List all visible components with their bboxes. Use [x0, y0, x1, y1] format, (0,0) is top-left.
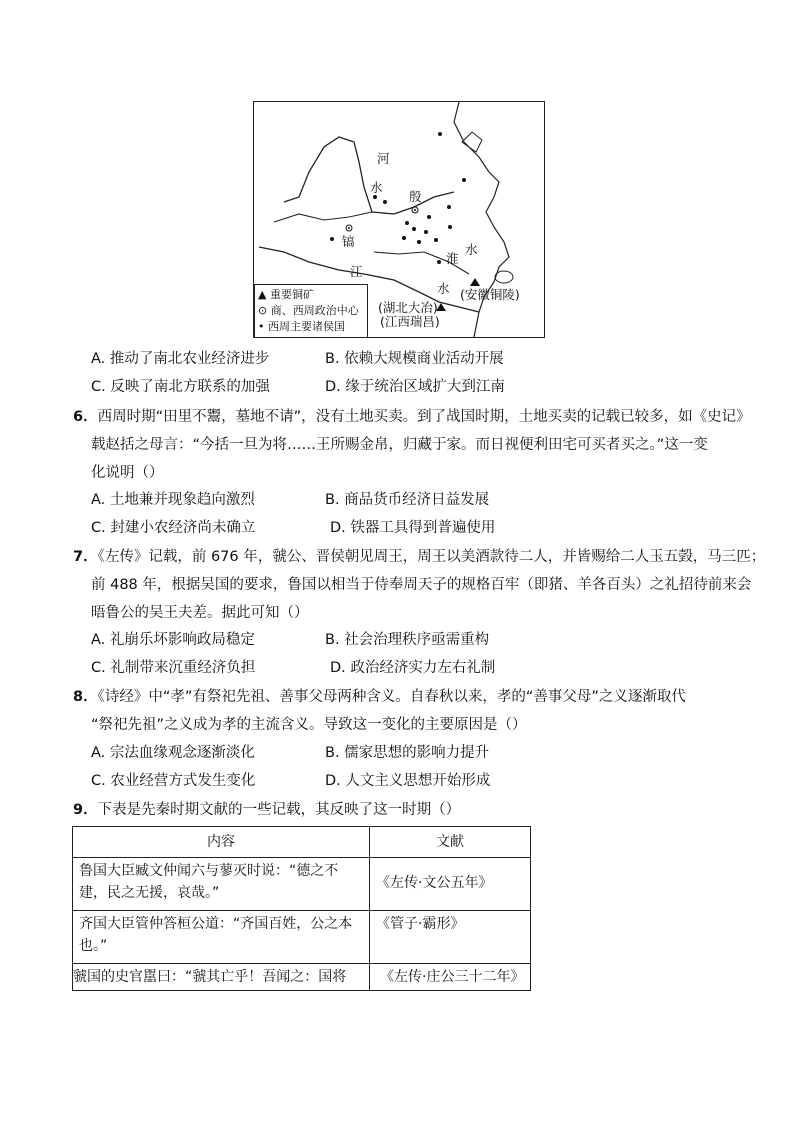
q7-number: 7．	[73, 549, 98, 565]
q6-option-c: C. 封建小农经济尚未确立	[91, 520, 256, 536]
table-header-content: 内容	[73, 827, 370, 858]
table-cell-content: 鲁国大臣臧文仲闻六与蓼灭时说：“德之不建，民之无援，哀哉。”	[73, 858, 370, 911]
q5-option-a: A. 推动了南北农业经济进步	[91, 351, 270, 367]
q6-stem-line-2: 载赵括之母言：“今括一旦为将……王所赐金帛，归藏于家。而日视便利田宅可买者买之。”这一变	[91, 437, 708, 453]
q5-option-d: D. 缘于统治区域扩大到江南	[325, 379, 505, 395]
map-label-shui2: 水	[465, 242, 478, 257]
q7-stem-line-3: 晤鲁公的吴王夫差。据此可知（）	[91, 605, 309, 621]
q7-option-c: C. 礼制带来沉重经济负担	[91, 660, 256, 676]
dot-icon: •	[258, 320, 265, 333]
map-label-yin: 殷	[409, 189, 422, 204]
q6-number: 6．	[73, 409, 98, 425]
q8-stem-line-1: 8．《诗经》中“孝”有祭祀先祖、善事父母两种含义。自春秋以来，孝的“善事父母”之义逐渐取代	[73, 689, 686, 705]
q6-option-a: A. 土地兼并现象趋向激烈	[91, 492, 255, 508]
q8-option-d: D. 人文主义思想开始形成	[325, 773, 491, 789]
q7-option-b: B. 社会治理秩序亟需重构	[325, 632, 490, 648]
table-cell-source: 《管子·霸形》	[370, 911, 531, 964]
map-label-daye: (湖北大冶)	[378, 300, 438, 315]
map-label-he: 河	[377, 151, 390, 166]
circle-dot-icon: ⊙	[258, 304, 268, 317]
legend-item-state: • 西周主要诸侯国	[258, 320, 345, 333]
triangle-icon: ▲	[258, 288, 267, 301]
table-cell-content: 齐国大臣管仲答桓公道：“齐国百姓，公之本也。”	[73, 911, 370, 964]
q8-number: 8．	[73, 689, 98, 705]
map-label-hao: 镐	[342, 234, 355, 249]
q9-number: 9．	[73, 802, 98, 818]
table-cell-source: 《左传·庄公三十二年》	[370, 964, 531, 991]
q9-table	[72, 826, 531, 991]
map-legend	[254, 284, 368, 338]
map-label-huai: 淮	[446, 251, 459, 266]
q7-stem-line-1: 7．《左传》记载，前 676 年，虢公、晋侯朝见周王，周王以美酒款待二人，并皆赐给二人玉五瑴，马三匹；	[73, 549, 766, 565]
q8-option-b: B. 儒家思想的影响力提升	[325, 745, 490, 761]
q5-option-c: C. 反映了南北方联系的加强	[91, 379, 270, 395]
q6-option-d: D. 铁器工具得到普遍使用	[330, 520, 496, 536]
q7-option-d: D. 政治经济实力左右礼制	[330, 660, 496, 676]
map-label-shui3: 水	[437, 281, 450, 296]
q8-option-a: A. 宗法血缘观念逐渐淡化	[91, 745, 255, 761]
table-header-source: 文献	[370, 827, 531, 858]
q9-stem-line-1: 9．下表是先秦时期文献的一些记载，其反映了这一时期（）	[73, 802, 461, 818]
q6-stem-line-3: 化说明（）	[91, 465, 164, 481]
q7-option-a: A. 礼崩乐坏影响政局稳定	[91, 632, 255, 648]
map-figure	[253, 101, 545, 338]
map-label-ruichang: (江西瑞昌)	[380, 314, 440, 329]
q6-stem-line-1: 6．西周时期“田里不鬻，墓地不请”，没有土地买卖。到了战国时期，土地买卖的记载已较多，如《史记》	[73, 409, 751, 425]
map-label-tongling: (安徽铜陵)	[460, 287, 520, 302]
q7-stem-line-2: 前 488 年，根据吴国的要求，鲁国以相当于侍奉周天子的规格百牢（即猪、羊各百头）之礼招待前来会	[91, 577, 752, 593]
q6-option-b: B. 商品货币经济日益发展	[325, 492, 490, 508]
table-row	[73, 911, 531, 964]
legend-item-center: ⊙ 商、西周政治中心	[258, 304, 359, 317]
q8-option-c: C. 农业经营方式发生变化	[91, 773, 256, 789]
table-cell-source: 《左传·文公五年》	[370, 858, 531, 911]
table-row	[73, 858, 531, 911]
map-label-jiang: 江	[350, 264, 363, 279]
q8-stem-line-2: “祭祀先祖”之义成为孝的主流含义。导致这一变化的主要原因是（）	[91, 717, 527, 733]
q5-option-b: B. 依赖大规模商业活动开展	[325, 351, 504, 367]
table-row	[73, 964, 531, 991]
map-label-shui: 水	[370, 180, 383, 195]
table-cell-content: 虢国的史官嚚曰：“虢其亡乎！吾闻之：国将	[73, 964, 370, 991]
table-header-row	[73, 827, 531, 858]
legend-item-copper: ▲ 重要铜矿	[258, 288, 314, 301]
